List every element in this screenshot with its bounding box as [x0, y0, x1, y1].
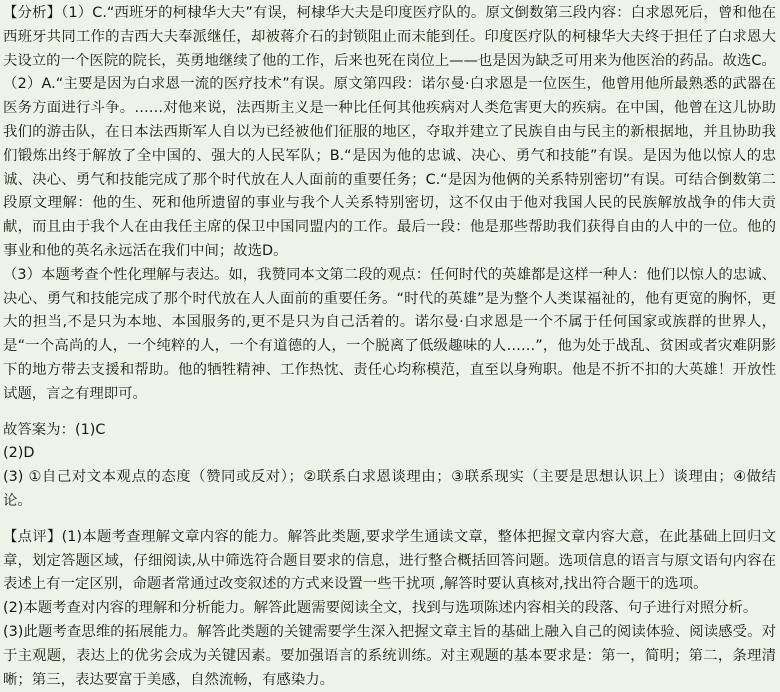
answer-line-3: (3) ①自己对文本观点的态度（赞同或反对）；②联系白求恩谈理由；③联系现实（主要是思想认识上）谈理由；④做结论。	[3, 469, 776, 509]
comment-question-3: (3)此题考查思维的拓展能力。解答此类题的关键需要学生深入把握文章主旨的基础上融入自己的阅读体验、阅读感受。对于主观题，表达上的优劣会成为关键因素。要加强语言的系统训练。对主观题的基本要求是：第一，简明；第二，条理清晰；第三，表达要富于美感，自然流畅，有感染力。	[3, 623, 776, 688]
answer-line-2: (2)D	[3, 445, 35, 462]
analysis-section	[3, 2, 776, 407]
analysis-question-1: 【分析】（1）C.“西班牙的柯棣华大夫”有误，柯棣华大夫是印度医疗队的。原文倒数第三段内容：白求恩死后，曾和他在西班牙共同工作的吉西大夫奉派继任，却被蒋介石的封锁阻止而未能到任。印度医疗队的柯棣华大夫终于担任了白求恩大夫设立的一个医院的院长，英勇地继续了他的工作，后来也死在岗位上——也是因为缺乏可用来为他医治的药品。故选C。	[3, 5, 776, 69]
answer-line-1: 故答案为：(1)C	[3, 421, 106, 438]
answer-section	[3, 419, 776, 514]
analysis-question-2: （2）A.“主要是因为白求恩一流的医疗技术”有误。原文第四段：诺尔曼·白求恩是一位医生，他曾用他所最熟悉的武器在医务方面进行斗争。……对他来说，法西斯主义是一种比任何其他疾病对人类危害更大的疾病。在中国，他曾在这儿协助我们的游击队，在日本法西斯军人自以为已经被他们征服的地区，夺取并建立了民族自由与民主的新根据地，并且协助我们锻炼出终于解放了全中国的、强大的人民军队；B.“是因为他的忠诚、决心、勇气和技能”有误。是因为他以惊人的忠诚、决心、勇气和技能完成了那个时代放在人人面前的重要任务；C.“是因为他俩的关系特别密切”有误。可结合倒数第二段原文理解：他的生、死和他所遗留的事业与我个人关系特别密切，这不仅由于他对我国人民的民族解放战争的伟大贡献，而且由于我个人在由我任主席的保卫中国同盟内的工作。最后一段：他是那些帮助我们获得自由的人中的一位。他的事业和他的英名永远活在我们中间；故选D。	[3, 76, 776, 259]
comment-question-1: 【点评】(1)本题考查理解文章内容的能力。解答此类题,要求学生通读文章，整体把握文章内容大意，在此基础上回归文章，划定答题区域，仔细阅读,从中筛选符合题目要求的信息，进行整合概括回答问题。选项信息的语言与原文语句内容在表述上有一定区别，命题者常通过改变叙述的方式来设置一些干扰项 ,解答时要认真核对,找出符合题干的选项。	[3, 528, 776, 593]
comment-question-2: (2)本题考查对内容的理解和分析能力。解答此题需要阅读全文，找到与选项陈述内容相关的段落、句子进行对照分析。	[3, 600, 758, 617]
comment-section	[3, 526, 776, 692]
analysis-question-3: （3）本题考查个性化理解与表达。如，我赞同本文第二段的观点：任何时代的英雄都是这样一种人：他们以惊人的忠诚、决心、勇气和技能完成了那个时代放在人人面前的重要任务。“时代的英雄”是为整个人类谋福祉的，他有更宽的胸怀，更大的担当,不是只为本地、本国服务的,更不是只为自己活着的。诺尔曼·白求恩是一个不属于任何国家或族群的世界人，是“一个高尚的人，一个纯粹的人，一个有道德的人，一个脱离了低级趣味的人……”，他为处于战乱、贫困或者灾难阴影下的地方带去支援和帮助。他的牺牲精神、工作热忱、责任心均称模范，直至以身殉职。他是不折不扣的大英雄！开放性试题，言之有理即可。	[3, 266, 776, 402]
